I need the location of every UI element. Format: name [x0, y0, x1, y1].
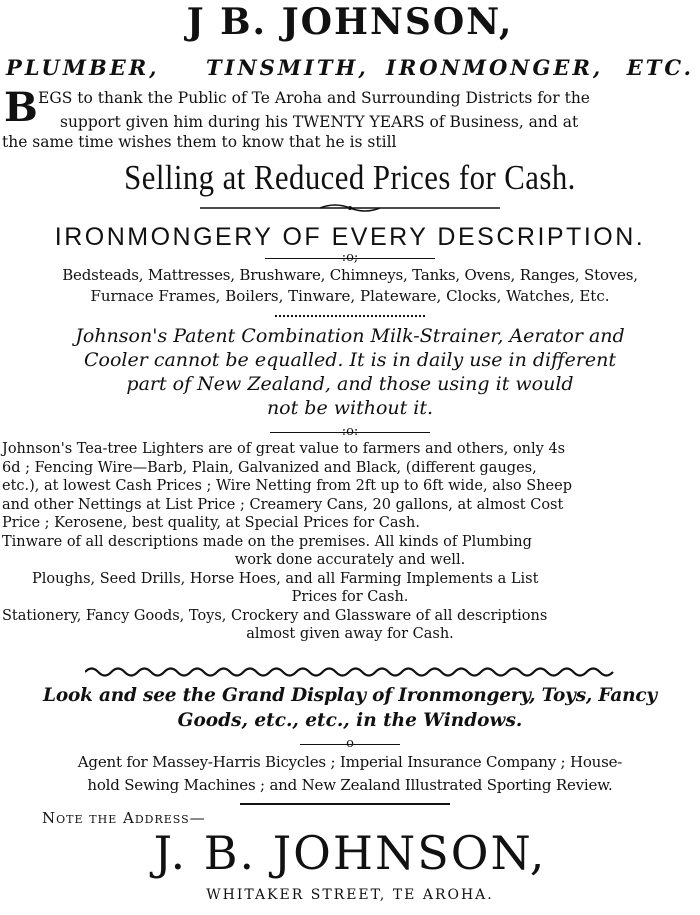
patent-line-1: Johnson's Patent Combination Milk-Strainer, Aerator and — [75, 325, 625, 347]
masthead-name: J B. JOHNSON, — [186, 1, 514, 43]
wavy-divider — [85, 665, 615, 679]
body-text — [2, 440, 698, 644]
divider-rule-2 — [270, 432, 430, 433]
headline: Selling at Reduced Prices for Cash. — [124, 158, 576, 197]
ornament-o-1: :o; — [341, 250, 359, 265]
dotted-divider — [275, 315, 425, 317]
body-line-1: Johnson's Tea-tree Lighters are of great value to farmers and others, only 4s — [2, 441, 566, 457]
subhead: IRONMONGERY OF EVERY DESCRIPTION. — [54, 223, 646, 251]
trade-plumber: PLUMBER, — [6, 55, 160, 80]
agent-line-1: Agent for Massey-Harris Bicycles ; Imperial Insurance Company ; House- — [77, 753, 623, 771]
footer-address: WHITAKER STREET, TE AROHA. — [206, 887, 494, 903]
display-line-2: Goods, etc., etc., in the Windows. — [177, 710, 523, 731]
trade-ironmonger: IRONMONGER, — [386, 55, 604, 80]
ornament-o-3: o — [346, 736, 354, 751]
trade-tinsmith: TINSMITH, — [206, 55, 369, 80]
goods-line-2: Furnace Frames, Boilers, Tinware, Plateware, Clocks, Watches, Etc. — [90, 287, 610, 305]
body-line-7: work done accurately and well. — [234, 552, 466, 568]
patent-line-2: Cooler cannot be equalled. It is in daily use in different — [83, 349, 617, 371]
address-label: Note the Address— — [42, 809, 206, 827]
trade-etc: ETC. — [626, 55, 694, 80]
intro-line-2: support given him during his TWENTY YEARS of Business, and at — [60, 113, 579, 131]
goods-line-1: Bedsteads, Mattresses, Brushware, Chimneys, Tanks, Ovens, Ranges, Stoves, — [62, 266, 638, 284]
body-line-4: and other Nettings at List Price ; Creamery Cans, 20 gallons, at almost Cost — [2, 496, 564, 513]
patent-line-4: not be without it. — [266, 397, 434, 419]
agent-line-2: hold Sewing Machines ; and New Zealand Illustrated Sporting Review. — [87, 776, 613, 794]
ornament-o-2: :o: — [341, 424, 359, 439]
body-line-11: almost given away for Cash. — [246, 626, 454, 642]
body-line-5: Price ; Kerosene, best quality, at Special Prices for Cash. — [2, 515, 420, 531]
trades-line — [6, 55, 694, 81]
body-line-9: Prices for Cash. — [291, 589, 409, 605]
divider-rule-1 — [265, 258, 435, 259]
body-line-8: Ploughs, Seed Drills, Horse Hoes, and all Farming Implements a List — [32, 570, 539, 587]
drop-cap: B — [4, 84, 38, 131]
intro-line-3: the same time wishes them to know that he is still — [2, 133, 397, 151]
footer-name: J. B. JOHNSON, — [153, 826, 547, 880]
body-line-3: etc.), at lowest Cash Prices ; Wire Netting from 2ft up to 6ft wide, also Sheep — [2, 478, 572, 494]
body-line-10: Stationery, Fancy Goods, Toys, Crockery and Glassware of all descriptions — [2, 607, 548, 624]
intro-line-1: EGS to thank the Public of Te Aroha and Surrounding Districts for the — [38, 89, 590, 107]
divider-rule-4 — [240, 803, 450, 805]
body-line-6: Tinware of all descriptions made on the premises. All kinds of Plumbing — [2, 533, 532, 550]
patent-line-3: part of New Zealand, and those using it would — [126, 373, 574, 395]
ornament-divider-top — [200, 202, 500, 214]
display-line-1: Look and see the Grand Display of Ironmongery, Toys, Fancy — [43, 685, 657, 706]
body-line-2: 6d ; Fencing Wire—Barb, Plain, Galvanized and Black, (different gauges, — [2, 459, 537, 476]
